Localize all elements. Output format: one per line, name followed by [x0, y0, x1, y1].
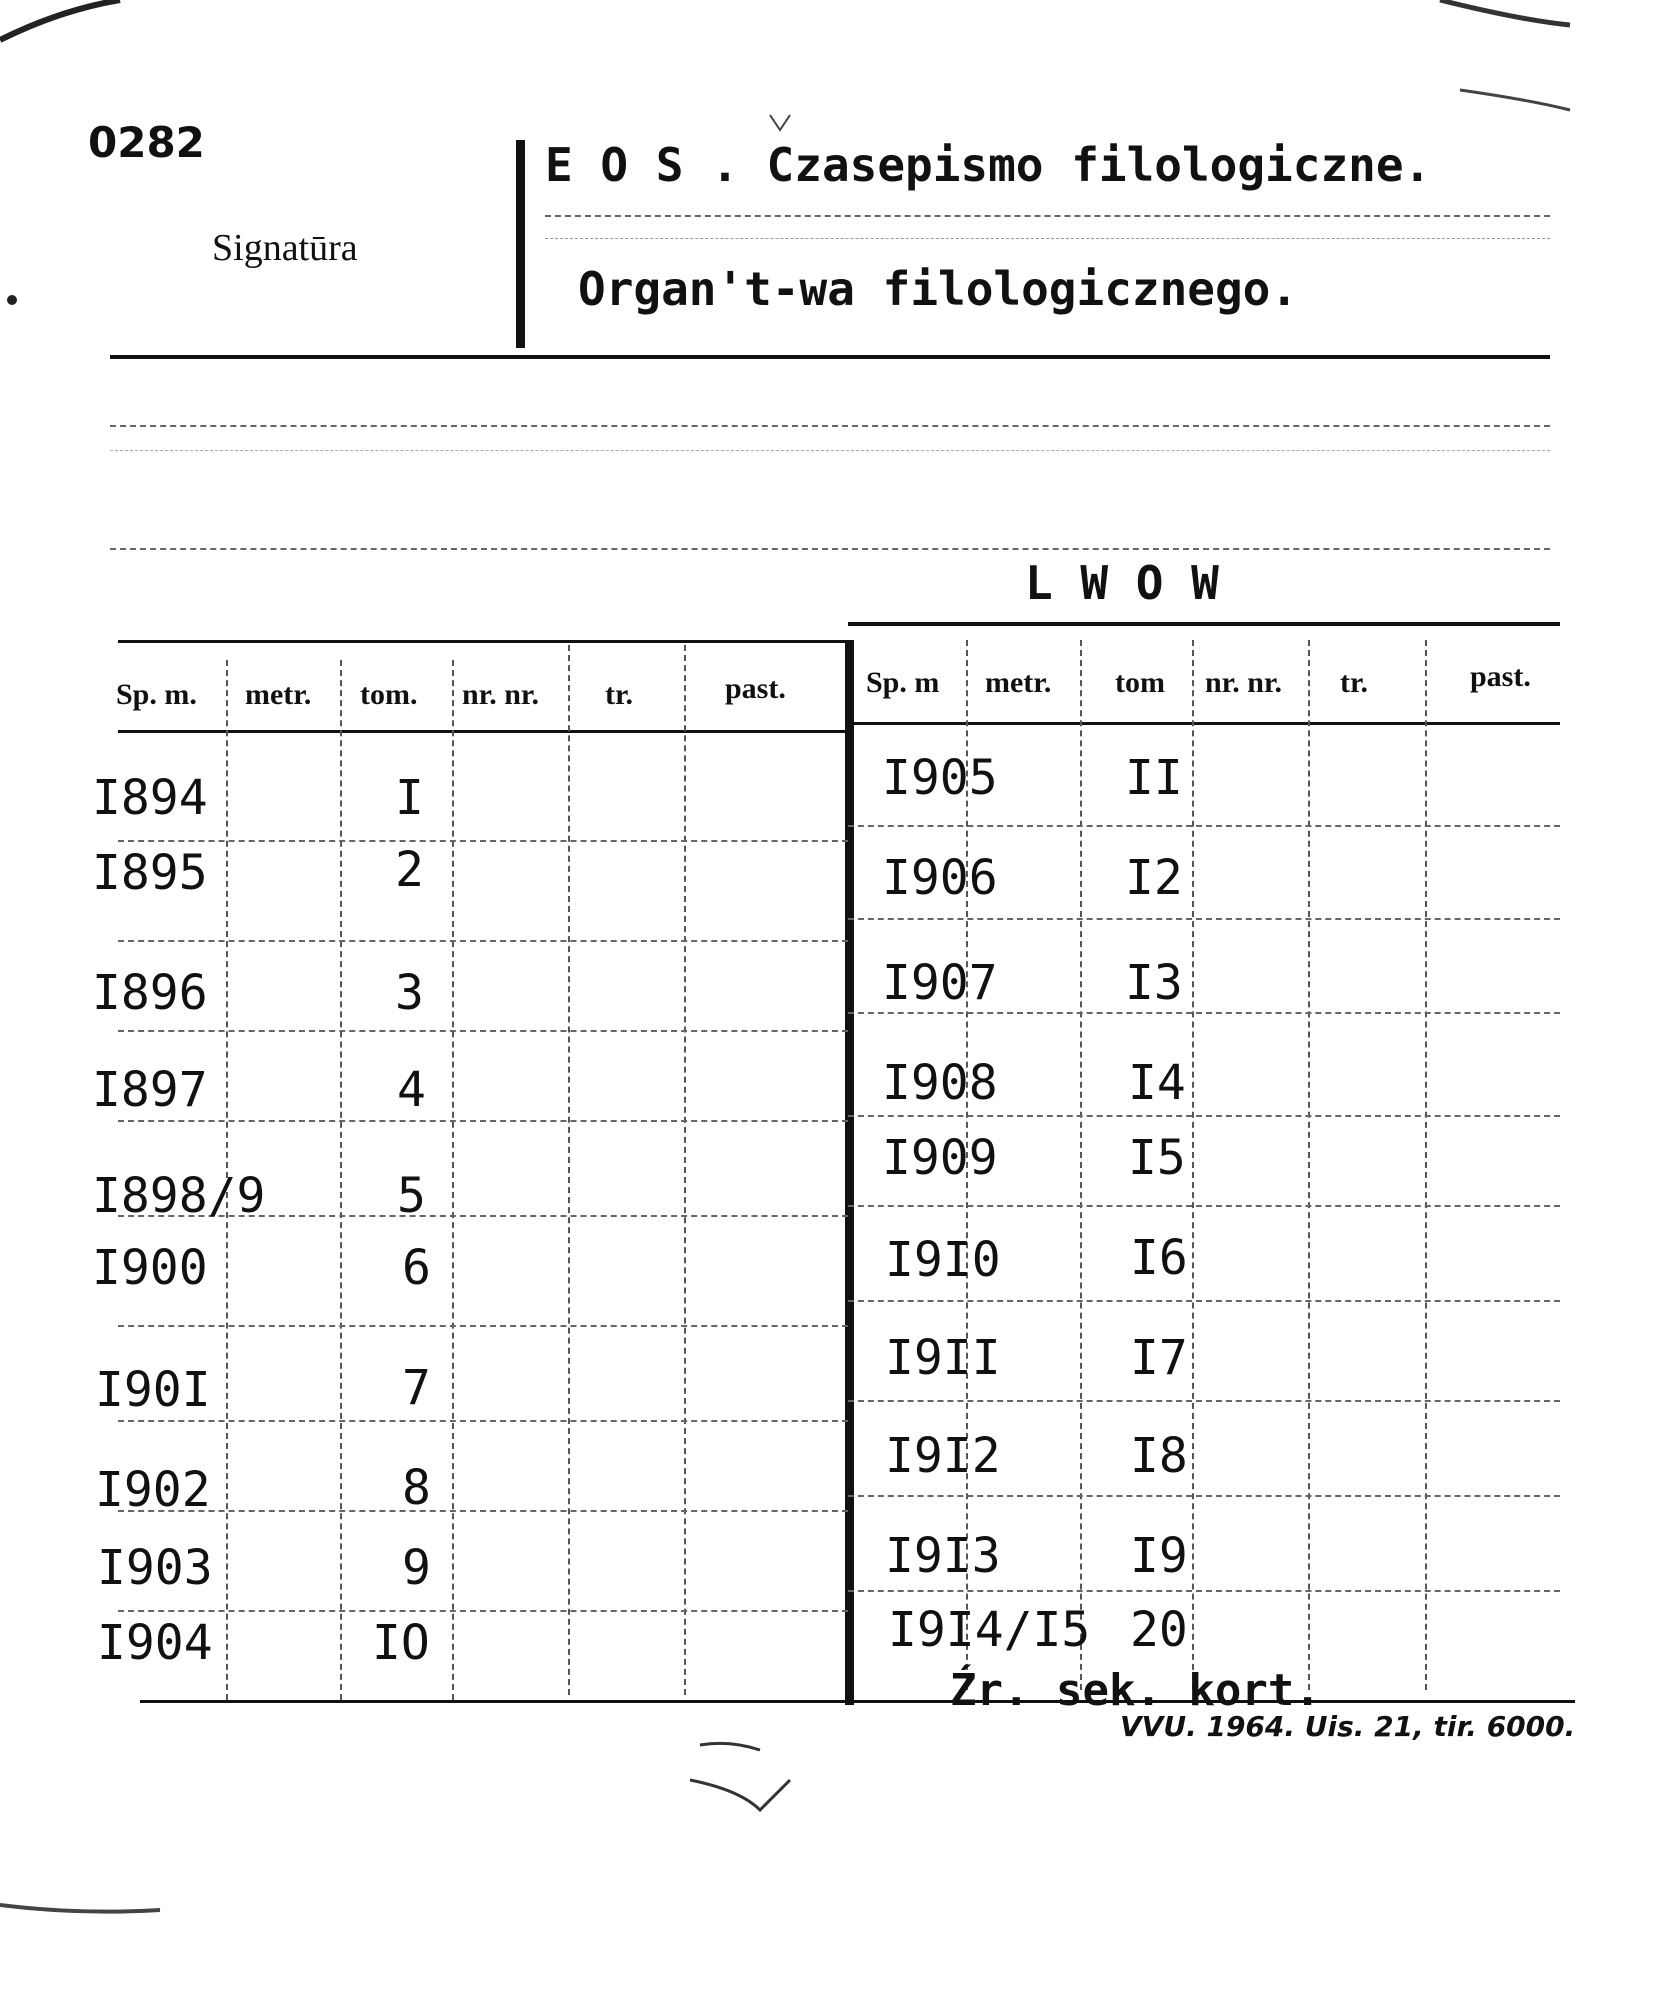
right-volume: I7	[1130, 1330, 1188, 1386]
left-year: I896	[92, 965, 208, 1021]
right-year: I906	[882, 850, 998, 906]
place-label: L W O W	[1025, 556, 1219, 610]
row-rule-left	[118, 1510, 848, 1512]
col-header-right-tr: tr.	[1340, 666, 1369, 699]
table-top-rule-right	[848, 622, 1560, 626]
row-rule-right	[848, 1400, 1560, 1402]
row-rule-right	[848, 1205, 1560, 1207]
row-rule-left	[118, 1420, 848, 1422]
right-year: I908	[882, 1055, 998, 1111]
right-volume: I9	[1130, 1528, 1188, 1584]
col-line-right-2	[1080, 640, 1082, 1690]
col-line-right-5	[1425, 640, 1427, 1690]
right-year: I9II	[885, 1330, 1001, 1386]
table-bottom-rule	[140, 1700, 1575, 1703]
right-volume: I5	[1128, 1130, 1186, 1186]
left-volume: 2	[395, 842, 424, 898]
left-year: I900	[92, 1240, 208, 1296]
col-header-left-nr: nr. nr.	[462, 678, 539, 711]
row-rule-left	[118, 1030, 848, 1032]
col-header-left-sp-m: Sp. m.	[116, 678, 197, 711]
title-rule-2	[545, 238, 1550, 239]
row-rule-left	[118, 940, 848, 942]
right-year: I9I4/I5	[888, 1602, 1091, 1658]
right-volume: I2	[1125, 850, 1183, 906]
row-rule-right	[848, 1590, 1560, 1592]
col-header-left-tom: tom.	[360, 678, 418, 711]
col-line-left-2	[340, 660, 342, 1700]
right-volume: I4	[1128, 1055, 1186, 1111]
col-line-right-3	[1192, 640, 1194, 1690]
row-rule-right	[848, 1495, 1560, 1497]
row-rule-right	[848, 1300, 1560, 1302]
right-year: I9I0	[885, 1232, 1001, 1288]
col-line-left-3	[452, 660, 454, 1700]
left-volume: 6	[402, 1240, 431, 1296]
left-year: I897	[92, 1062, 208, 1118]
col-header-right-tom: tom	[1115, 666, 1165, 699]
right-volume: 20	[1130, 1602, 1188, 1658]
footer-note: Źr. sek. kort.	[950, 1665, 1321, 1716]
left-volume: I	[395, 770, 424, 826]
row-rule-right	[848, 825, 1560, 827]
left-volume: IO	[372, 1615, 430, 1671]
center-divider	[845, 640, 854, 1705]
left-year: I902	[95, 1462, 211, 1518]
row-rule-right	[848, 918, 1560, 920]
col-header-left-tr: tr.	[605, 678, 634, 711]
col-header-right-past: past.	[1470, 660, 1531, 693]
col-header-left-past: past.	[725, 672, 786, 705]
header-bottom-rule-right	[848, 722, 1560, 725]
handwritten-note: VVU. 1964. Uis. 21, tir. 6000.	[1120, 1710, 1576, 1743]
blank-line-2	[110, 450, 1550, 451]
right-volume: II	[1125, 750, 1183, 806]
row-rule-left	[118, 840, 848, 842]
title-line-1: E O S . Czasepismo filologiczne.	[545, 138, 1432, 192]
col-header-right-nr: nr. nr.	[1205, 666, 1282, 699]
left-volume: 4	[397, 1062, 426, 1118]
right-year: I905	[882, 750, 998, 806]
blank-line-1	[110, 425, 1550, 427]
right-volume: I6	[1130, 1230, 1188, 1286]
right-year: I9I2	[885, 1428, 1001, 1484]
row-rule-left	[118, 1610, 848, 1612]
header-divider	[516, 140, 525, 348]
header-bottom-rule	[110, 355, 1550, 359]
left-volume: 7	[402, 1360, 431, 1416]
signature-label: Signatūra	[212, 227, 358, 269]
left-year: I90I	[95, 1362, 211, 1418]
right-year: I909	[882, 1130, 998, 1186]
catalog-number: 0282	[88, 118, 205, 167]
left-volume: 9	[402, 1540, 431, 1596]
left-year: I894	[92, 770, 208, 826]
title-rule-1	[545, 215, 1550, 217]
right-volume: I3	[1125, 955, 1183, 1011]
row-rule-left	[118, 1120, 848, 1122]
table-top-rule-left	[118, 640, 848, 643]
row-rule-left	[118, 1325, 848, 1327]
col-line-left-4	[568, 645, 570, 1695]
col-header-right-metr: metr.	[985, 666, 1052, 699]
right-year: I9I3	[885, 1528, 1001, 1584]
blank-line-3	[110, 548, 1550, 550]
col-header-left-metr: metr.	[245, 678, 312, 711]
row-rule-right	[848, 1115, 1560, 1117]
col-line-right-4	[1308, 640, 1310, 1690]
right-year: I907	[882, 955, 998, 1011]
left-volume: 8	[402, 1460, 431, 1516]
left-year: I898/9	[92, 1168, 266, 1224]
title-line-2: Organ't-wa filologicznego.	[578, 262, 1299, 316]
col-header-right-sp-m: Sp. m	[866, 666, 940, 699]
row-rule-right	[848, 1012, 1560, 1014]
left-year: I903	[97, 1540, 213, 1596]
left-year: I904	[97, 1615, 213, 1671]
col-line-left-5	[684, 645, 686, 1695]
left-year: I895	[92, 845, 208, 901]
left-volume: 5	[397, 1168, 426, 1224]
left-volume: 3	[395, 965, 424, 1021]
right-volume: I8	[1130, 1428, 1188, 1484]
